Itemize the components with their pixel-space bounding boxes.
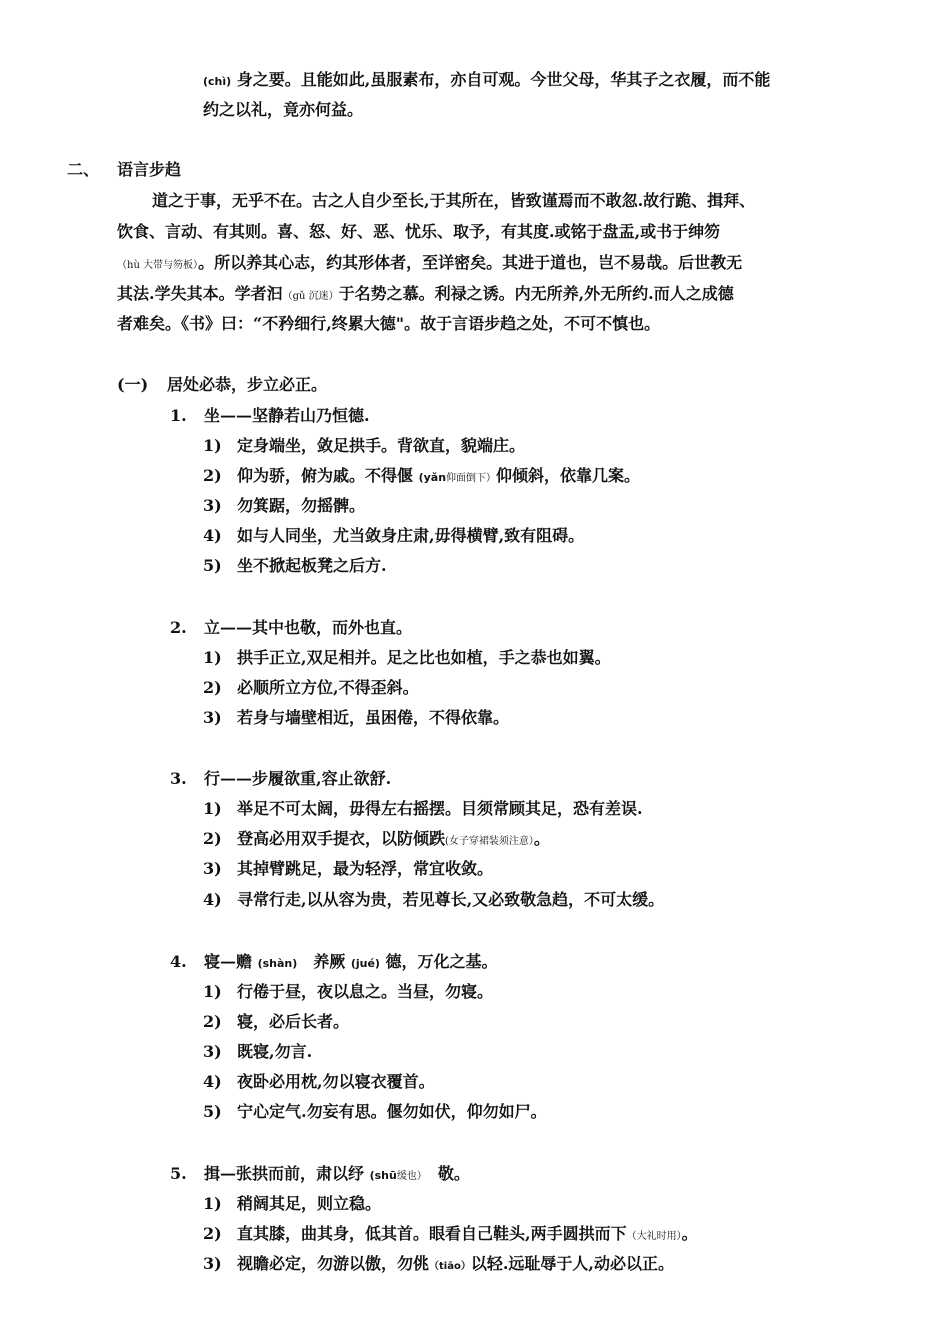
pinyin-note: (shàn)	[257, 957, 298, 970]
group-number: 1.	[170, 406, 187, 425]
item-number: 4)	[203, 1072, 222, 1091]
pinyin-note: (jué)	[350, 957, 380, 970]
paragraph-text: 于名势之慕。利禄之诱。内无所养,外无所约.而人之成德	[338, 284, 734, 303]
item-text: 若身与墙壁相近，虽困倦，不得依靠。	[237, 708, 510, 727]
item-text: 夜卧必用枕,勿以寝衣覆首。	[237, 1072, 435, 1091]
item-number: 3)	[203, 859, 222, 878]
annotation-note: (女子穿裙装须注意）	[445, 836, 534, 847]
group-title: 养厥	[297, 952, 351, 971]
group-number: 4.	[170, 952, 187, 971]
intro-line-1	[203, 69, 770, 91]
list-item	[203, 465, 640, 487]
list-item	[203, 707, 509, 729]
pinyin-note: （tiāo）	[429, 1261, 471, 1272]
item-text: 仰倾斜，依靠几案。	[496, 466, 641, 485]
item-number: 2)	[203, 1012, 222, 1031]
list-item	[203, 435, 525, 457]
group-heading-stand	[170, 617, 412, 639]
paragraph-line-1: 道之于事，无乎不在。古之人自少至长,于其所在，皆致谨焉而不敢忽.故行跪、揖拜、	[152, 191, 756, 210]
paragraph-line-3	[117, 252, 742, 274]
item-text: 宁心定气.勿妄有思。偃勿如伏，仰勿如尸。	[237, 1102, 547, 1121]
group-title: 德，万化之基。	[379, 952, 498, 971]
group-heading-bow	[170, 1163, 470, 1185]
item-number: 5)	[203, 1102, 222, 1121]
item-number: 2)	[203, 678, 222, 697]
paragraph-text: 其法.学失其本。学者汩	[117, 284, 283, 303]
item-number: 3)	[203, 1254, 222, 1273]
section-number: 二、	[67, 160, 100, 179]
paragraph-text: 。所以养其心志，约其形体者，至详密矣。其进于道也，岂不易哉。后世教无	[198, 253, 743, 272]
item-number: 4)	[203, 890, 222, 909]
annotation-note: 仰面倒下）	[446, 473, 497, 484]
item-number: 4)	[203, 526, 222, 545]
section-heading	[67, 159, 181, 181]
subsection-label: (一)	[117, 375, 149, 394]
annotation-note: 缓也）	[396, 1171, 422, 1182]
annotation-note: （gǔ 沉迷）	[282, 291, 339, 302]
pinyin-note: (shū	[369, 1169, 397, 1182]
item-text: 仰为骄，俯为戚。不得偃	[237, 466, 419, 485]
group-heading-walk	[170, 768, 391, 790]
item-text: 既寝,勿言.	[237, 1042, 313, 1061]
item-text: 必顺所立方位,不得歪斜。	[237, 678, 419, 697]
group-heading-sit	[170, 405, 370, 427]
item-text: 勿箕踞，勿摇髀。	[237, 496, 366, 515]
item-number: 1)	[203, 436, 222, 455]
annotation-note: （hù 大带与笏板）	[117, 260, 199, 271]
item-number: 1)	[203, 982, 222, 1001]
list-item	[203, 1101, 547, 1123]
item-text: 行倦于昼，夜以息之。当昼，勿寝。	[237, 982, 494, 1001]
intro-line-2: 约之以礼，竟亦何益。	[203, 100, 364, 119]
group-number: 5.	[170, 1164, 187, 1183]
group-title: 立——其中也敬，而外也直。	[204, 618, 413, 637]
item-text: 登高必用双手提衣，以防倾跌	[237, 829, 446, 848]
list-item	[203, 889, 664, 911]
list-item	[203, 828, 550, 850]
item-number: 2)	[203, 466, 222, 485]
list-item	[203, 495, 365, 517]
subsection-title: 居处必恭，步立必正。	[167, 375, 328, 394]
list-item	[203, 1223, 698, 1245]
item-text: 如与人同坐，尤当敛身庄肃,毋得横臂,致有阻碍。	[237, 526, 585, 545]
list-item	[203, 1193, 381, 1215]
group-title: 行——步履欲重,容止欲舒.	[204, 769, 392, 788]
item-number: 3)	[203, 496, 222, 515]
item-number: 3)	[203, 708, 222, 727]
item-text: 。	[681, 1224, 698, 1243]
group-title: 寝—赡	[204, 952, 258, 971]
group-number: 2.	[170, 618, 187, 637]
item-text: 举足不可太阔，毋得左右摇摆。目须常顾其足，恐有差误.	[237, 799, 643, 818]
item-text: 定身端坐，敛足拱手。背欲直，貌端庄。	[237, 436, 526, 455]
item-text: 稍阔其足，则立稳。	[237, 1194, 382, 1213]
paragraph-line-2: 饮食、言动、有其则。喜、怒、好、恶、忧乐、取予，有其度.或铭于盘盂,或书于绅笏	[117, 222, 721, 241]
item-text: 视瞻必定，勿游以傲，勿佻	[237, 1254, 430, 1273]
paragraph-line-5: 者难矣。《书》曰：“不矜细行,终累大德"。故于言语步趋之处，不可不慎也。	[117, 314, 661, 333]
list-item	[203, 555, 387, 577]
item-text: 直其膝，曲其身，低其首。眼看自己鞋头,两手圆拱而下	[237, 1224, 627, 1243]
subsection-heading	[117, 374, 327, 396]
pinyin-note: (chì)	[203, 75, 232, 88]
item-number: 5)	[203, 556, 222, 575]
item-text: 。	[533, 829, 550, 848]
item-text: 寝，必后长者。	[237, 1012, 350, 1031]
item-text: 寻常行走,以从容为贵，若见尊长,又必致敬急趋，不可太缓。	[237, 890, 665, 909]
list-item	[203, 1011, 349, 1033]
list-item	[203, 1253, 674, 1275]
group-title: 揖—张拱而前，肃以纾	[204, 1164, 370, 1183]
item-number: 1)	[203, 648, 222, 667]
paragraph-line-4	[117, 283, 734, 305]
list-item	[203, 798, 643, 820]
list-item	[203, 858, 493, 880]
item-number: 2)	[203, 829, 222, 848]
item-text: 坐不掀起板凳之后方.	[237, 556, 387, 575]
item-text: 以轻.远耻辱于人,动必以正。	[470, 1254, 674, 1273]
list-item	[203, 525, 584, 547]
list-item	[203, 647, 611, 669]
intro-text: 身之要。且能如此,虽服素布，亦自可观。今世父母，华其子之衣履，而不能	[231, 70, 771, 89]
item-text: 其掉臂跳足，最为轻浮，常宜收敛。	[237, 859, 494, 878]
item-number: 2)	[203, 1224, 222, 1243]
group-title: 坐——坚静若山乃恒德.	[204, 406, 370, 425]
list-item	[203, 981, 493, 1003]
list-item	[203, 677, 419, 699]
list-item	[203, 1041, 312, 1063]
item-number: 1)	[203, 799, 222, 818]
list-item	[203, 1071, 435, 1093]
group-title: 敬。	[421, 1164, 470, 1183]
annotation-note: （大礼时用）	[626, 1231, 682, 1242]
pinyin-note: (yǎn	[418, 471, 447, 484]
item-number: 1)	[203, 1194, 222, 1213]
group-heading-sleep	[170, 951, 498, 973]
item-number: 3)	[203, 1042, 222, 1061]
section-title: 语言步趋	[117, 160, 182, 179]
item-text: 拱手正立,双足相并。足之比也如植，手之恭也如翼。	[237, 648, 611, 667]
group-number: 3.	[170, 769, 187, 788]
